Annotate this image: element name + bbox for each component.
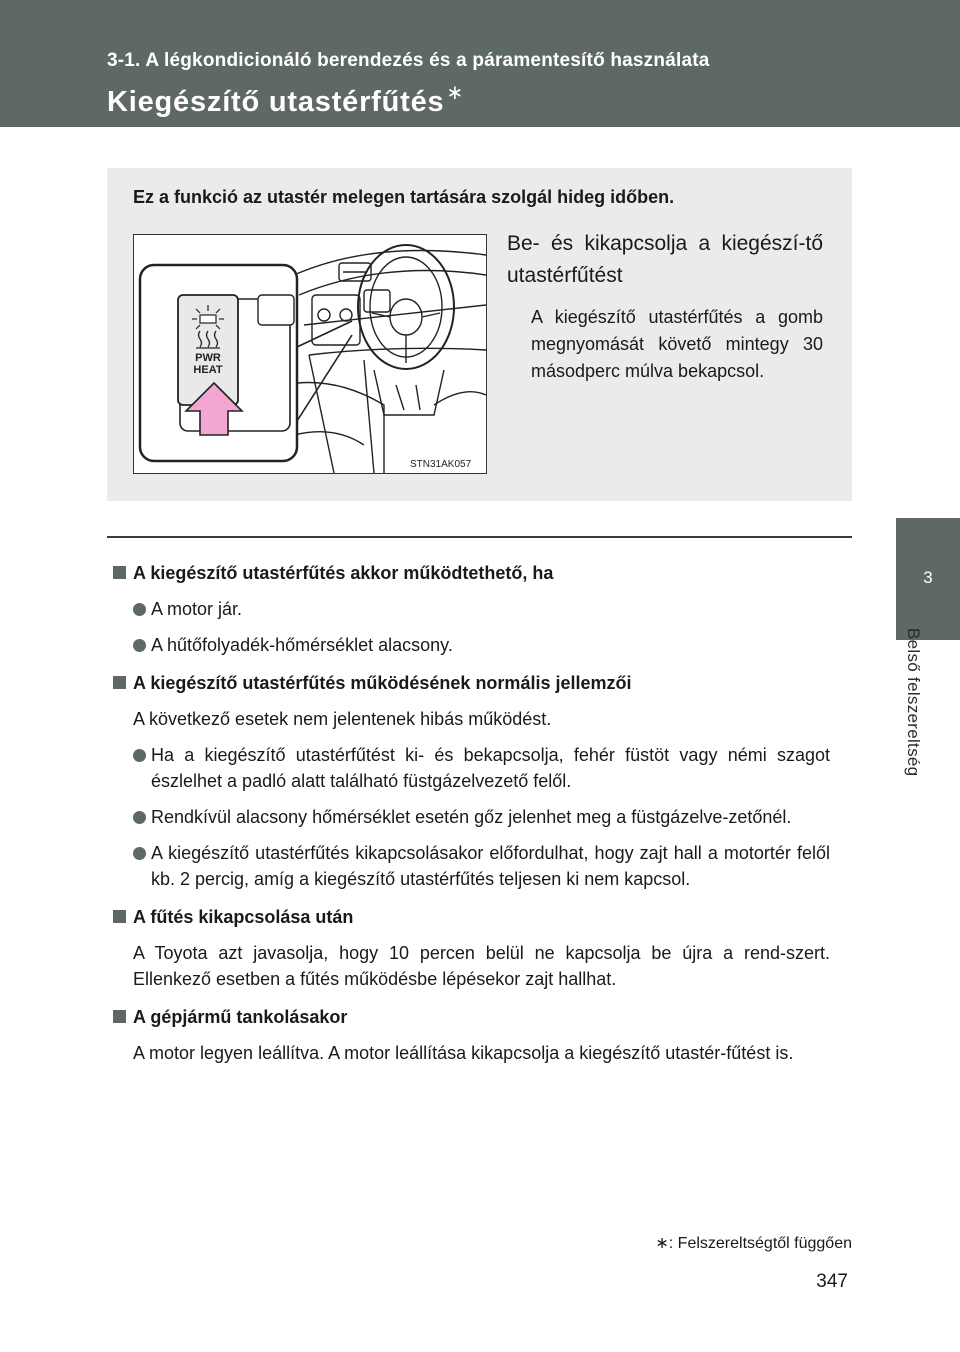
section-paragraph: A Toyota azt javasolja, hogy 10 percen belül ne kapcsolja be újra a rend-szert. Ellenkező esetben a fűtés működésbe lépésekor zajt hallhat. (133, 943, 830, 989)
divider-line (107, 536, 852, 538)
square-bullet-icon (113, 566, 126, 579)
bullet-item: A hűtőfolyadék-hőmérséklet alacsony. (113, 632, 830, 658)
section-title: 3-1. A légkondicionáló berendezés és a páramentesítő használata (107, 50, 710, 71)
chapter-label: Belső felszereltség (904, 628, 923, 777)
button-label-heat: HEAT (193, 364, 223, 376)
round-bullet-icon (133, 847, 146, 860)
footnote: ∗: Felszereltségtől függően (655, 1235, 852, 1252)
round-bullet-icon (133, 811, 146, 824)
square-bullet-icon (113, 910, 126, 923)
section-heading: A fűtés kikapcsolása után (113, 904, 830, 930)
square-bullet-icon (113, 676, 126, 689)
section-paragraph: A következő esetek nem jelentenek hibás működést. (133, 709, 552, 729)
button-label-pwr: PWR (195, 352, 221, 364)
round-bullet-icon (133, 749, 146, 762)
bullet-item: A kiegészítő utastérfűtés kikapcsolásakor előfordulhat, hogy zajt hall a motortér felől kb. 2 percig, amíg a kiegészítő utastérfűtés teljesen ki nem kapcsol. (113, 840, 830, 892)
round-bullet-icon (133, 603, 146, 616)
dashboard-drawing (134, 235, 486, 473)
round-bullet-icon (133, 639, 146, 652)
figure-code: STN31AK057 (410, 459, 472, 470)
chapter-tab (896, 518, 960, 640)
step-description: A kiegészítő utastérfűtés a gomb megnyomását követő mintegy 30 másodperc múlva bekapcsol. (531, 307, 823, 381)
section-heading: A gépjármű tankolásakor (113, 1004, 830, 1030)
notes-content (113, 560, 830, 1066)
bullet-item: Rendkívül alacsony hőmérséklet esetén gőz jelenhet meg a füstgázelve-zetőnél. (113, 804, 830, 830)
page-header (0, 0, 960, 127)
bullet-item: A motor jár. (113, 596, 830, 622)
title-asterisk: ∗ (446, 82, 465, 104)
panel-intro: Ez a funkció az utastér melegen tartására szolgál hideg időben. (133, 187, 675, 207)
step-instruction: Be- és kikapcsolja a kiegészí-tő utastérfűtést (507, 232, 823, 287)
section-heading: A kiegészítő utastérfűtés akkor működtethető, ha (113, 560, 830, 586)
section-heading: A kiegészítő utastérfűtés működésének normális jellemzői (113, 670, 830, 696)
info-panel (107, 168, 852, 501)
square-bullet-icon (113, 1010, 126, 1023)
chapter-number: 3 (923, 568, 933, 587)
bullet-item: Ha a kiegészítő utastérfűtést ki- és bekapcsolja, fehér füstöt vagy némi szagot észlelhet a padló alatt található füstgázelvezető felől. (113, 742, 830, 794)
dashboard-illustration (133, 234, 487, 474)
page-title: Kiegészítő utastérfűtés ∗ (107, 82, 465, 118)
section-paragraph: A motor legyen leállítva. A motor leállítása kikapcsolja a kiegészítő utastér-fűtést is. (133, 1043, 794, 1063)
page-number: 347 (816, 1271, 848, 1292)
